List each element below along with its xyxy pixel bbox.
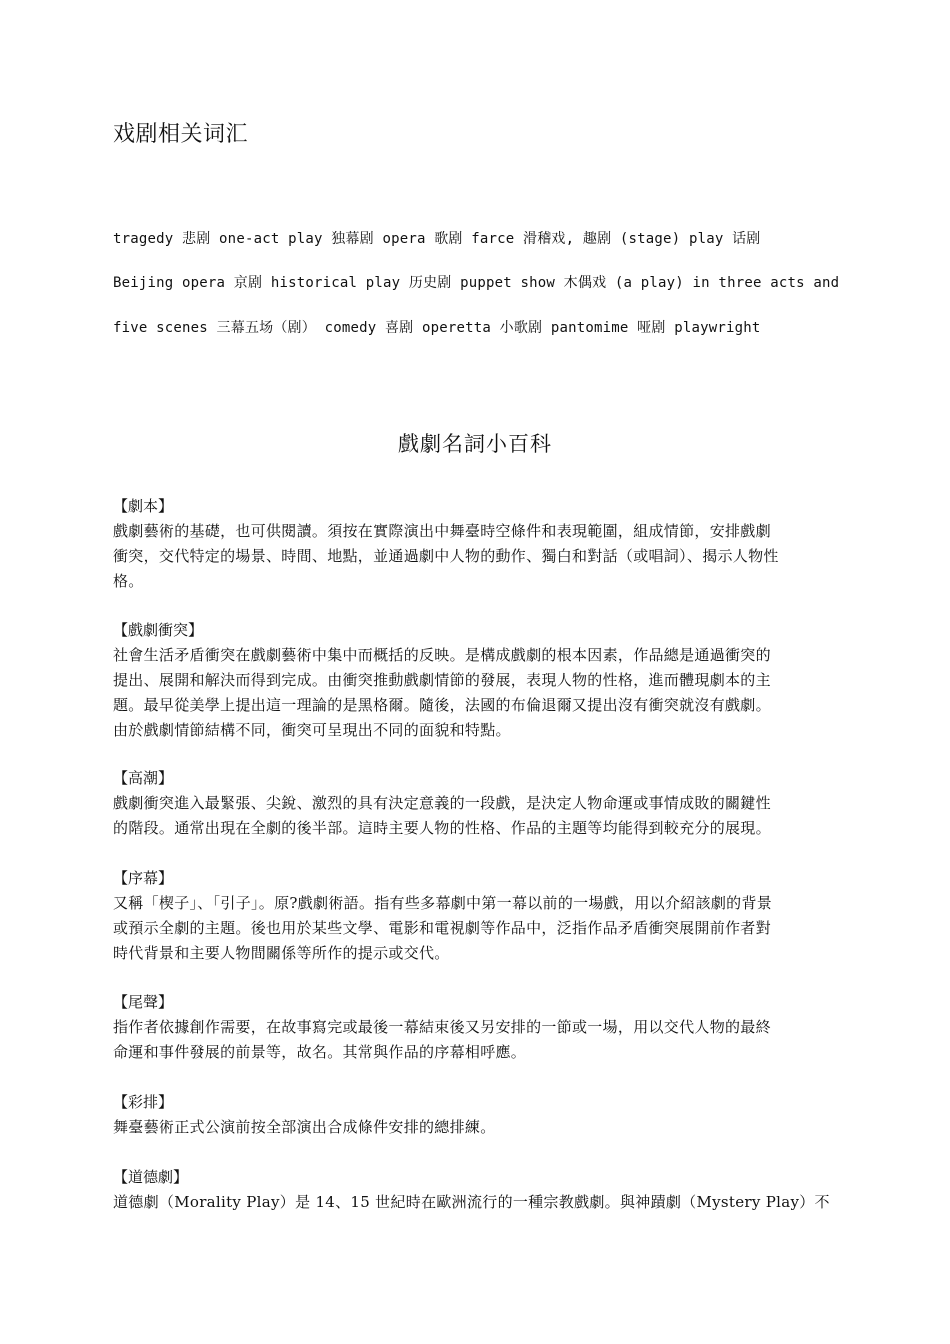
- glossary-entry: [113, 1090, 838, 1140]
- entry-heading: 【高潮】: [113, 769, 174, 787]
- glossary-entry: [113, 618, 838, 743]
- entry-line: 命運和事件發展的前景等，故名。其常與作品的序幕相呼應。: [113, 1043, 527, 1061]
- entry-heading: 【道德劇】: [113, 1168, 189, 1186]
- vocabulary-line: Beijing opera 京剧 historical play 历史剧 puppet show 木偶戏 (a play) in three acts and: [113, 275, 840, 291]
- entry-body: [113, 791, 838, 841]
- entry-line: 的階段。通常出現在全劇的後半部。這時主要人物的性格、作品的主題等均能得到較充分的展現。: [113, 819, 771, 837]
- entry-body: [113, 519, 838, 594]
- entry-body: [113, 1115, 838, 1140]
- entry-line: 或預示全劇的主題。後也用於某些文學、電影和電視劇等作品中，泛指作品矛盾衝突展開前作者對: [113, 919, 771, 937]
- glossary-entry: [113, 990, 838, 1065]
- entry-body: [113, 1190, 838, 1215]
- entry-body: [113, 891, 838, 966]
- document-title: 戏剧相关词汇: [113, 122, 249, 147]
- entry-body: [113, 643, 838, 743]
- entry-heading: 【戲劇衝突】: [113, 621, 204, 639]
- entry-line: 社會生活矛盾衝突在戲劇藝術中集中而概括的反映。是構成戲劇的根本因素，作品總是通過衝突的: [113, 646, 771, 664]
- entry-heading: 【彩排】: [113, 1093, 174, 1111]
- entry-line: 由於戲劇情節結構不同，衝突可呈現出不同的面貌和特點。: [113, 721, 511, 739]
- glossary-entry: [113, 766, 838, 841]
- entry-line: 時代背景和主要人物間關係等所作的提示或交代。: [113, 944, 450, 962]
- entry-line: 格。: [113, 572, 144, 590]
- glossary-entry: [113, 494, 838, 594]
- entry-heading: 【劇本】: [113, 497, 174, 515]
- vocabulary-line: five scenes 三幕五场（剧） comedy 喜剧 operetta 小歌剧 pantomime 哑剧 playwright: [113, 320, 761, 336]
- entry-line: 戲劇藝術的基礎，也可供閱讀。須按在實際演出中舞臺時空條件和表現範圍，組成情節，安排戲劇: [113, 522, 771, 540]
- entry-body: [113, 1015, 838, 1065]
- entry-line: 戲劇衝突進入最緊張、尖銳、激烈的具有決定意義的一段戲，是決定人物命運或事情成敗的關鍵性: [113, 794, 771, 812]
- entry-heading: 【序幕】: [113, 869, 174, 887]
- glossary-entry: [113, 866, 838, 966]
- entry-line: 指作者依據創作需要，在故事寫完或最後一幕結束後又另安排的一節或一場，用以交代人物的最終: [113, 1018, 771, 1036]
- vocabulary-line: tragedy 悲剧 one-act play 独幕剧 opera 歌剧 farce 滑稽戏, 趣剧 (stage) play 话剧: [113, 231, 761, 247]
- entry-line: 衝突，交代特定的場景、時間、地點，並通過劇中人物的動作、獨白和對話（或唱詞）、揭示人物性: [113, 547, 779, 565]
- section-title: 戲劇名詞小百科: [398, 432, 552, 456]
- entry-line: 道德劇（Morality Play）是 14、15 世紀時在歐洲流行的一種宗教戲劇。與神蹟劇（Mystery Play）不: [113, 1193, 830, 1211]
- entry-line: 又稱「楔子」、「引子」。原?戲劇術語。指有些多幕劇中第一幕以前的一場戲，用以介紹該劇的背景: [113, 894, 773, 912]
- entry-line: 舞臺藝術正式公演前按全部演出合成條件安排的總排練。: [113, 1118, 496, 1136]
- glossary-entry: [113, 1165, 838, 1215]
- entry-heading: 【尾聲】: [113, 993, 174, 1011]
- entry-line: 題。最早從美學上提出這一理論的是黑格爾。隨後，法國的布倫退爾又提出沒有衝突就沒有戲劇。: [113, 696, 771, 714]
- entry-line: 提出、展開和解決而得到完成。由衝突推動戲劇情節的發展，表現人物的性格，進而體現劇本的主: [113, 671, 771, 689]
